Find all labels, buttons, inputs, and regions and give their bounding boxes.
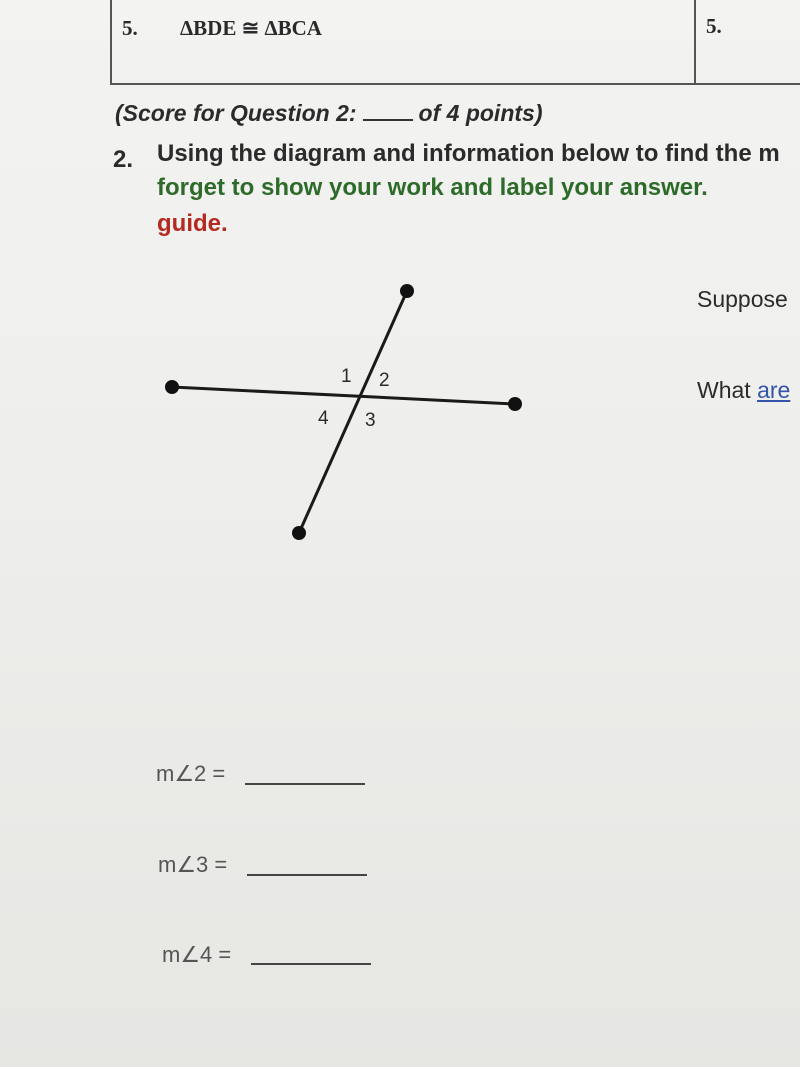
endpoint-left [165,380,179,394]
what-prefix: What [697,377,758,403]
proof-reason-number: 5. [706,14,722,38]
answer-label-angle3: m∠3 = [158,852,228,877]
transversal-line [299,291,407,533]
angle-label-3: 3 [365,410,376,431]
question-number: 2. [113,146,134,173]
question-text-line1: Using the diagram and information below to find the m [157,140,780,167]
what-underlined: are [757,377,791,403]
score-suffix: of 4 points) [418,100,543,126]
angle-label-4: 4 [318,408,329,429]
endpoint-right [508,397,522,411]
answer-blank-angle2[interactable] [245,783,365,785]
answer-blank-angle4[interactable] [251,963,371,965]
angle-label-1: 1 [341,366,352,387]
answer-label-angle4: m∠4 = [162,942,232,967]
proof-statement: ΔBDE ≅ ΔBCA [180,16,322,40]
answer-label-angle2: m∠2 = [156,761,226,786]
question-text-line3: guide. [157,210,228,237]
question-text-line2: forget to show your work and label your answer. [157,174,708,201]
suppose-text: Suppose [697,286,788,312]
proof-row-number: 5. [122,16,138,40]
angle-label-2: 2 [379,370,390,391]
endpoint-top [400,284,414,298]
horizontal-line [172,387,515,404]
endpoint-bottom [292,526,306,540]
answer-blank-angle3[interactable] [247,874,367,876]
score-prefix: (Score for Question 2: [115,100,357,126]
